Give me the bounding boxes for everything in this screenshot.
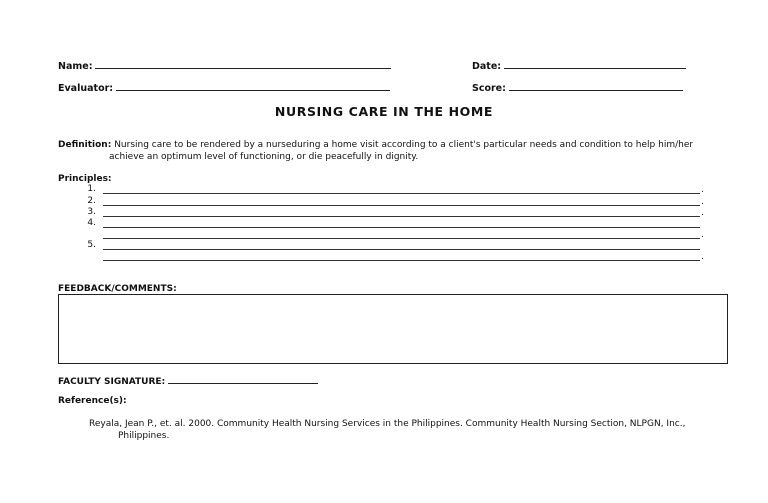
principle-line-5-continued[interactable]: [103, 260, 700, 261]
reference-line-1: Reyala, Jean P., et. al. 2000. Community Health Nursing Services in the Philippines. Community Health Nursing Section, NLPGN, Inc.,: [89, 419, 686, 429]
principle-end-dot: .: [701, 230, 704, 240]
feedback-label: FEEDBACK/COMMENTS:: [58, 284, 177, 294]
page-title: NURSING CARE IN THE HOME: [274, 104, 494, 119]
principle-number-3: 3.: [87, 207, 96, 217]
score-field[interactable]: [509, 80, 683, 91]
faculty-signature-field[interactable]: [168, 373, 318, 384]
principle-line-4-continued[interactable]: [103, 238, 700, 239]
feedback-comments-box[interactable]: [58, 294, 728, 364]
reference-line-2: Philippines.: [118, 431, 170, 441]
date-label: Date:: [472, 61, 502, 72]
principle-end-dot: .: [701, 208, 704, 218]
definition-text-2: achieve an optimum level of functioning, or die peacefully in dignity.: [109, 152, 419, 162]
faculty-signature-row: [58, 373, 318, 387]
evaluator-field[interactable]: [116, 80, 390, 91]
name-field[interactable]: [95, 58, 391, 69]
score-label: Score:: [472, 83, 506, 94]
references-label: Reference(s):: [58, 396, 127, 406]
name-row: [58, 58, 391, 72]
principle-number-2: 2.: [87, 196, 96, 206]
faculty-signature-label: FACULTY SIGNATURE:: [58, 377, 166, 387]
principles-label: Principles:: [58, 174, 112, 184]
principle-end-dot: .: [701, 185, 704, 195]
principle-end-dot: .: [701, 252, 704, 262]
principle-line-3[interactable]: [103, 216, 700, 217]
definition-line1: [58, 140, 693, 150]
principle-line-5[interactable]: [103, 249, 700, 250]
principle-line-4[interactable]: [103, 227, 700, 228]
definition-text-1: Nursing care to be rendered by a nurseduring a home visit according to a client's particular needs and condition to help him/her: [114, 140, 694, 150]
score-row: [472, 80, 683, 94]
principle-end-dot: .: [701, 197, 704, 207]
principle-number-4: 4.: [87, 218, 96, 228]
principle-line-2[interactable]: [103, 205, 700, 206]
principle-number-5: 5.: [87, 240, 96, 250]
principle-line-1[interactable]: [103, 193, 700, 194]
definition-label: Definition:: [58, 140, 112, 150]
date-field[interactable]: [504, 58, 686, 69]
name-label: Name:: [58, 61, 93, 72]
evaluator-row: [58, 80, 390, 94]
evaluator-label: Evaluator:: [58, 83, 114, 94]
date-row: [472, 58, 686, 72]
principle-number-1: 1.: [87, 184, 96, 194]
